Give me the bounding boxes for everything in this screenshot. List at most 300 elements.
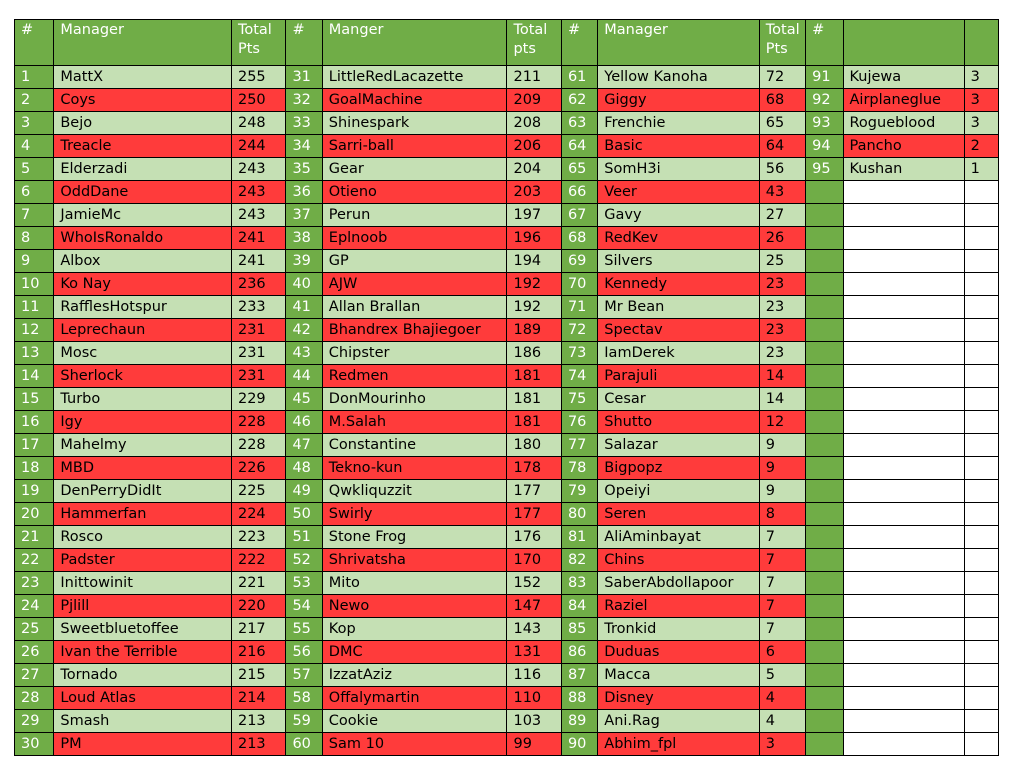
points-cell: 178 [507,457,561,480]
rank-cell: 87 [561,664,597,687]
points-cell: 131 [507,641,561,664]
empty-cell [843,733,964,756]
points-cell: 213 [231,733,285,756]
rank-cell: 67 [561,204,597,227]
manager-name-cell: Chipster [322,342,507,365]
rank-cell: 82 [561,549,597,572]
empty-cell [964,434,998,457]
rank-cell [806,434,843,457]
empty-cell [843,641,964,664]
points-cell: 203 [507,181,561,204]
points-cell: 4 [759,710,805,733]
rank-cell: 74 [561,365,597,388]
empty-cell [964,181,998,204]
rank-cell: 9 [15,250,54,273]
points-cell: 228 [231,434,285,457]
points-cell: 208 [507,112,561,135]
empty-cell [964,227,998,250]
points-cell: 3 [964,112,998,135]
manager-name-cell: DMC [322,641,507,664]
rank-cell: 65 [561,158,597,181]
rank-cell: 10 [15,273,54,296]
rank-cell: 95 [806,158,843,181]
table-row [15,158,999,181]
manager-name-cell: Mito [322,572,507,595]
rank-cell [806,388,843,411]
manager-name-cell: DonMourinho [322,388,507,411]
rank-cell: 57 [286,664,322,687]
manager-name-cell: Redmen [322,365,507,388]
manager-name-cell: Padster [54,549,232,572]
rank-cell: 3 [15,112,54,135]
points-cell: 186 [507,342,561,365]
manager-name-cell: Airplaneglue [843,89,964,112]
rank-cell: 14 [15,365,54,388]
empty-cell [964,204,998,227]
rank-cell: 26 [15,641,54,664]
manager-name-cell: Abhim_fpl [598,733,759,756]
rank-cell: 86 [561,641,597,664]
rank-cell: 83 [561,572,597,595]
manager-name-cell: Chins [598,549,759,572]
empty-cell [843,503,964,526]
points-cell: 192 [507,296,561,319]
points-cell: 14 [759,388,805,411]
rank-cell: 2 [15,89,54,112]
points-cell: 216 [231,641,285,664]
empty-cell [843,365,964,388]
points-cell: 43 [759,181,805,204]
points-cell: 143 [507,618,561,641]
rank-cell: 37 [286,204,322,227]
manager-name-cell: Cesar [598,388,759,411]
points-cell: 6 [759,641,805,664]
points-cell: 25 [759,250,805,273]
empty-cell [964,342,998,365]
rank-cell: 27 [15,664,54,687]
rank-cell: 64 [561,135,597,158]
table-row [15,595,999,618]
manager-name-cell: Swirly [322,503,507,526]
rank-cell: 19 [15,480,54,503]
rank-cell [806,664,843,687]
rank-cell [806,710,843,733]
empty-cell [843,319,964,342]
empty-cell [964,503,998,526]
manager-name-cell: Eplnoob [322,227,507,250]
points-cell: 213 [231,710,285,733]
points-cell: 5 [759,664,805,687]
manager-name-cell: Pancho [843,135,964,158]
rank-cell: 42 [286,319,322,342]
rank-cell: 24 [15,595,54,618]
points-cell: 241 [231,227,285,250]
rank-cell: 92 [806,89,843,112]
points-cell: 103 [507,710,561,733]
manager-name-cell: Macca [598,664,759,687]
rank-cell: 23 [15,572,54,595]
points-cell: 214 [231,687,285,710]
rank-cell: 56 [286,641,322,664]
table-row [15,411,999,434]
points-cell: 23 [759,342,805,365]
rank-cell: 58 [286,687,322,710]
points-cell: 194 [507,250,561,273]
rank-cell: 91 [806,66,843,89]
empty-cell [964,664,998,687]
rank-cell: 59 [286,710,322,733]
rank-cell [806,503,843,526]
manager-name-cell: Pjlill [54,595,232,618]
points-cell: 231 [231,319,285,342]
points-cell: 147 [507,595,561,618]
manager-name-cell: JamieMc [54,204,232,227]
manager-name-cell: Shrivatsha [322,549,507,572]
rank-cell: 63 [561,112,597,135]
points-cell: 23 [759,273,805,296]
manager-name-cell: Spectav [598,319,759,342]
points-cell: 244 [231,135,285,158]
points-cell: 243 [231,158,285,181]
rank-cell: 53 [286,572,322,595]
points-cell: 176 [507,526,561,549]
manager-name-cell: MattX [54,66,232,89]
manager-name-cell: GP [322,250,507,273]
empty-cell [843,526,964,549]
points-header: Total Pts [759,20,805,66]
manager-header: Manager [598,20,759,66]
manager-name-cell: WhoIsRonaldo [54,227,232,250]
empty-cell [843,181,964,204]
rank-cell: 60 [286,733,322,756]
points-cell: 7 [759,526,805,549]
rank-cell: 79 [561,480,597,503]
rank-cell: 70 [561,273,597,296]
empty-cell [843,273,964,296]
points-cell: 231 [231,342,285,365]
rank-cell: 47 [286,434,322,457]
points-cell: 72 [759,66,805,89]
empty-cell [843,687,964,710]
table-row [15,618,999,641]
empty-cell [843,618,964,641]
rank-cell: 17 [15,434,54,457]
rank-cell: 16 [15,411,54,434]
manager-name-cell: Bhandrex Bhajiegoer [322,319,507,342]
points-cell: 7 [759,549,805,572]
points-cell: 221 [231,572,285,595]
manager-name-cell: RafflesHotspur [54,296,232,319]
rank-cell [806,457,843,480]
manager-name-cell: Basic [598,135,759,158]
points-cell: 3 [964,66,998,89]
points-cell: 228 [231,411,285,434]
manager-header [843,20,964,66]
points-cell: 233 [231,296,285,319]
rank-cell [806,733,843,756]
points-cell: 204 [507,158,561,181]
points-cell: 243 [231,181,285,204]
rank-cell: 54 [286,595,322,618]
rank-cell: 90 [561,733,597,756]
manager-name-cell: Yellow Kanoha [598,66,759,89]
manager-name-cell: Newo [322,595,507,618]
rank-cell [806,480,843,503]
rank-cell: 33 [286,112,322,135]
rank-cell [806,526,843,549]
points-cell: 3 [759,733,805,756]
rank-cell: 29 [15,710,54,733]
points-cell: 152 [507,572,561,595]
table-row [15,710,999,733]
manager-name-cell: Kop [322,618,507,641]
rank-cell: 76 [561,411,597,434]
points-cell: 4 [759,687,805,710]
rank-cell: 94 [806,135,843,158]
points-cell: 243 [231,204,285,227]
manager-name-cell: AliAminbayat [598,526,759,549]
rank-cell: 41 [286,296,322,319]
manager-name-cell: Allan Brallan [322,296,507,319]
table-row [15,434,999,457]
points-cell: 3 [964,89,998,112]
points-cell: 65 [759,112,805,135]
points-cell: 7 [759,618,805,641]
manager-name-cell: GoalMachine [322,89,507,112]
manager-name-cell: IamDerek [598,342,759,365]
manager-name-cell: Sweetbluetoffee [54,618,232,641]
points-cell: 68 [759,89,805,112]
manager-name-cell: Frenchie [598,112,759,135]
manager-name-cell: RedKev [598,227,759,250]
rank-cell: 39 [286,250,322,273]
manager-header: Manger [322,20,507,66]
table-row [15,66,999,89]
rank-cell: 4 [15,135,54,158]
rank-cell: 31 [286,66,322,89]
rank-cell: 55 [286,618,322,641]
empty-cell [843,388,964,411]
empty-cell [964,710,998,733]
manager-name-cell: Loud Atlas [54,687,232,710]
manager-name-cell: Mahelmy [54,434,232,457]
points-cell: 255 [231,66,285,89]
rank-cell: 1 [15,66,54,89]
rank-cell: 11 [15,296,54,319]
empty-cell [843,342,964,365]
rank-cell: 5 [15,158,54,181]
empty-cell [964,273,998,296]
empty-cell [964,595,998,618]
points-cell: 215 [231,664,285,687]
points-cell: 223 [231,526,285,549]
standings-table [14,19,999,756]
table-row [15,664,999,687]
manager-name-cell: IzzatAziz [322,664,507,687]
rank-cell: 32 [286,89,322,112]
rank-cell [806,296,843,319]
points-cell: 211 [507,66,561,89]
rank-cell: 89 [561,710,597,733]
points-cell: 177 [507,503,561,526]
rank-header: # [15,20,54,66]
manager-name-cell: OddDane [54,181,232,204]
points-cell: 248 [231,112,285,135]
points-cell: 9 [759,434,805,457]
points-cell: 99 [507,733,561,756]
points-cell: 2 [964,135,998,158]
points-cell: 189 [507,319,561,342]
rank-cell: 43 [286,342,322,365]
rank-cell: 80 [561,503,597,526]
empty-cell [843,595,964,618]
rank-cell: 85 [561,618,597,641]
table-row [15,365,999,388]
table-row [15,549,999,572]
manager-name-cell: Smash [54,710,232,733]
empty-cell [843,572,964,595]
points-cell: 226 [231,457,285,480]
rank-cell [806,181,843,204]
rank-cell: 51 [286,526,322,549]
empty-cell [964,365,998,388]
points-cell: 180 [507,434,561,457]
table-row [15,457,999,480]
points-cell: 192 [507,273,561,296]
rank-header: # [286,20,322,66]
empty-cell [964,457,998,480]
empty-cell [964,480,998,503]
points-header: Total pts [507,20,561,66]
manager-name-cell: Raziel [598,595,759,618]
points-cell: 8 [759,503,805,526]
table-row [15,572,999,595]
manager-name-cell: Qwkliquzzit [322,480,507,503]
manager-name-cell: SaberAbdollapoor [598,572,759,595]
empty-cell [964,411,998,434]
table-row [15,342,999,365]
points-cell: 197 [507,204,561,227]
points-cell: 12 [759,411,805,434]
manager-name-cell: Ivan the Terrible [54,641,232,664]
points-cell: 7 [759,595,805,618]
manager-name-cell: Stone Frog [322,526,507,549]
empty-cell [964,388,998,411]
manager-name-cell: LittleRedLacazette [322,66,507,89]
manager-name-cell: Rosco [54,526,232,549]
table-row [15,480,999,503]
manager-name-cell: Leprechaun [54,319,232,342]
empty-cell [843,250,964,273]
points-cell: 116 [507,664,561,687]
manager-name-cell: MBD [54,457,232,480]
manager-name-cell: DenPerryDidIt [54,480,232,503]
points-cell: 196 [507,227,561,250]
manager-name-cell: M.Salah [322,411,507,434]
rank-cell [806,250,843,273]
rank-cell: 50 [286,503,322,526]
manager-name-cell: Opeiyi [598,480,759,503]
empty-cell [964,549,998,572]
manager-name-cell: Sherlock [54,365,232,388]
rank-cell: 62 [561,89,597,112]
points-cell: 181 [507,388,561,411]
rank-cell: 48 [286,457,322,480]
manager-name-cell: Mosc [54,342,232,365]
manager-name-cell: Gear [322,158,507,181]
rank-cell [806,572,843,595]
empty-cell [964,733,998,756]
manager-name-cell: Bejo [54,112,232,135]
rank-cell [806,411,843,434]
rank-cell [806,641,843,664]
rank-cell [806,549,843,572]
rank-cell [806,227,843,250]
points-header [964,20,998,66]
empty-cell [964,641,998,664]
rank-cell: 81 [561,526,597,549]
manager-name-cell: Bigpopz [598,457,759,480]
rank-cell: 68 [561,227,597,250]
manager-name-cell: Disney [598,687,759,710]
manager-name-cell: Elderzadi [54,158,232,181]
rank-header: # [561,20,597,66]
points-cell: 229 [231,388,285,411]
empty-cell [843,480,964,503]
manager-name-cell: Ko Nay [54,273,232,296]
manager-name-cell: PM [54,733,232,756]
rank-cell: 93 [806,112,843,135]
manager-name-cell: Tekno-kun [322,457,507,480]
manager-name-cell: Ani.Rag [598,710,759,733]
manager-name-cell: Tornado [54,664,232,687]
rank-cell [806,204,843,227]
rank-cell: 7 [15,204,54,227]
points-cell: 220 [231,595,285,618]
rank-cell [806,273,843,296]
empty-cell [964,319,998,342]
empty-cell [843,434,964,457]
table-row [15,526,999,549]
table-row [15,503,999,526]
rank-cell: 34 [286,135,322,158]
manager-name-cell: Giggy [598,89,759,112]
empty-cell [843,457,964,480]
rank-cell: 66 [561,181,597,204]
manager-name-cell: Tronkid [598,618,759,641]
rank-cell: 20 [15,503,54,526]
rank-cell: 35 [286,158,322,181]
rank-cell: 38 [286,227,322,250]
points-cell: 9 [759,457,805,480]
points-header: Total Pts [231,20,285,66]
rank-cell: 22 [15,549,54,572]
rank-cell: 6 [15,181,54,204]
rank-cell: 44 [286,365,322,388]
table-row [15,641,999,664]
table-row [15,227,999,250]
manager-name-cell: Duduas [598,641,759,664]
points-cell: 224 [231,503,285,526]
points-cell: 23 [759,296,805,319]
points-cell: 222 [231,549,285,572]
points-cell: 9 [759,480,805,503]
points-cell: 64 [759,135,805,158]
rank-header: # [806,20,843,66]
empty-cell [843,296,964,319]
rank-cell: 25 [15,618,54,641]
empty-cell [843,710,964,733]
